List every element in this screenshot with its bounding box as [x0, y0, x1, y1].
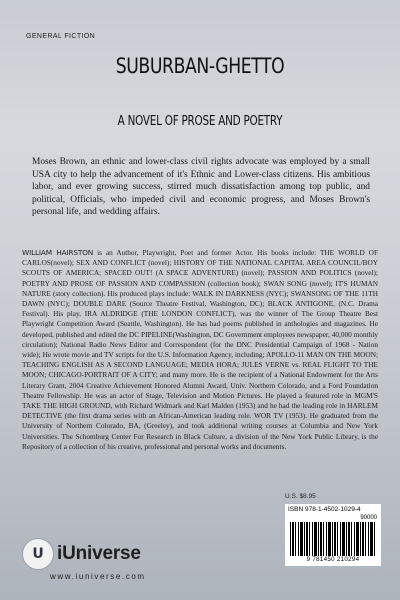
- barcode: [285, 504, 381, 566]
- barcode-icon: [290, 522, 376, 556]
- author-bio-text: is an Author, Playwright, Poet and former Actor. His books include: THE WORLD OF CARLOS(novel); SEX AND CONFLICT (novel); HISTORY OF THE NATIONAL CAPITAL AREA COUNCIL/BOY SCOUTS OF AMERICA; SPACED OUT! (A SPACE ADVENTURE) (novel); PASSION AND POLITICS (novel); POETRY AND PROSE OF PASSION AND COMPASSION (collection book); SWAN SONG (novel); IT'S HUMAN NATURE (story collection). His produced plays include: WALK IN DARKNESS (NYC); SWANSONG OF THE 11TH DAWN (NYC); DOUBLE DARE (Source Theatre Festival, Washington, DC); BLACK ANTIGONE, (N.C. Drama Festival). His play, IRA ALDRIDGE (THE LONDON CONFLICT), was the winner of The Group Theatre Best Playwright Competition Award (Seattle, Washington). He has had poems published in anthologies and magazines. He developed, published and edited the DC PIPELINE(Washington, DC Government employees newspaper, 40,000 monthly circulation); National Radio News Editor and Correspondent (for the DNC Presidential Campaign of 1968 - Nation wide); He wrote movie and TV scripts for the U.S. Information Agency, including; APOLLO-11 MAN ON THE MOON; TEACHING ENGLISH AS A SECOND LANGUAGE; MEDIA HORA; JULES VERNE vs. REAL FLIGHT TO THE MOON; CHICAGO-PORTRAIT OF A CITY; and many more. He is the recipient of a National Endowment for the Arts Literary Grant, 2004 Creative Achievement Honored Alumni Award, Univ. Northern Colorado, and a Ford Foundation Theatre Fellowship. He was an actor of Stage, Television and Motion Pictures. He played a featured role in MGM'S TAKE THE HIGH GROUND, with Richard Widmark and Karl Malden (1953) and he had the leading role in HARLEM DETECTIVE (the first drama series with an African-American leading role. WOR TV (1953). He graduated from the University of Northern Colorado, BA, (Greeley), and took additional writing courses at Columbia and New York Universities. The Schomburg Center For Research in Black Culture, a division of the New York Public Library, is the Repository of a collection of his creative, professional and personal works and documents.: [22, 248, 378, 451]
- book-title: SUBURBAN-GHETTO: [115, 54, 285, 78]
- publisher-website: www.iuniverse.com: [50, 572, 146, 581]
- publisher-logo: [22, 538, 141, 570]
- price-label: U.S. $8.95: [285, 493, 316, 500]
- iuniverse-logo-icon: U: [22, 538, 54, 570]
- author-name: WILLIAM HAIRSTON: [22, 248, 94, 257]
- publisher-name: iUniverse: [57, 543, 141, 564]
- genre-label: GENERAL FICTION: [26, 33, 96, 40]
- author-bio: [22, 248, 378, 452]
- synopsis-text: Moses Brown, an ethnic and lower-class civil rights advocate was employed by a small USA city to help the advancement of it's Ethnic and Lower-class citizens. His ambitious labor, and ever growing success, stirred much dissatisfaction among top public, and political, Officials, who impeded civil and economic progress, and Moses Brown's personal life, and wedding affairs.: [32, 157, 370, 218]
- book-subtitle: A NOVEL OF PROSE AND POETRY: [117, 114, 283, 129]
- barcode-addon-number: 90000: [360, 515, 377, 521]
- barcode-digits: 9 781450 210294: [306, 556, 360, 563]
- isbn-number: ISBN 978-1-4502-1029-4: [288, 506, 361, 513]
